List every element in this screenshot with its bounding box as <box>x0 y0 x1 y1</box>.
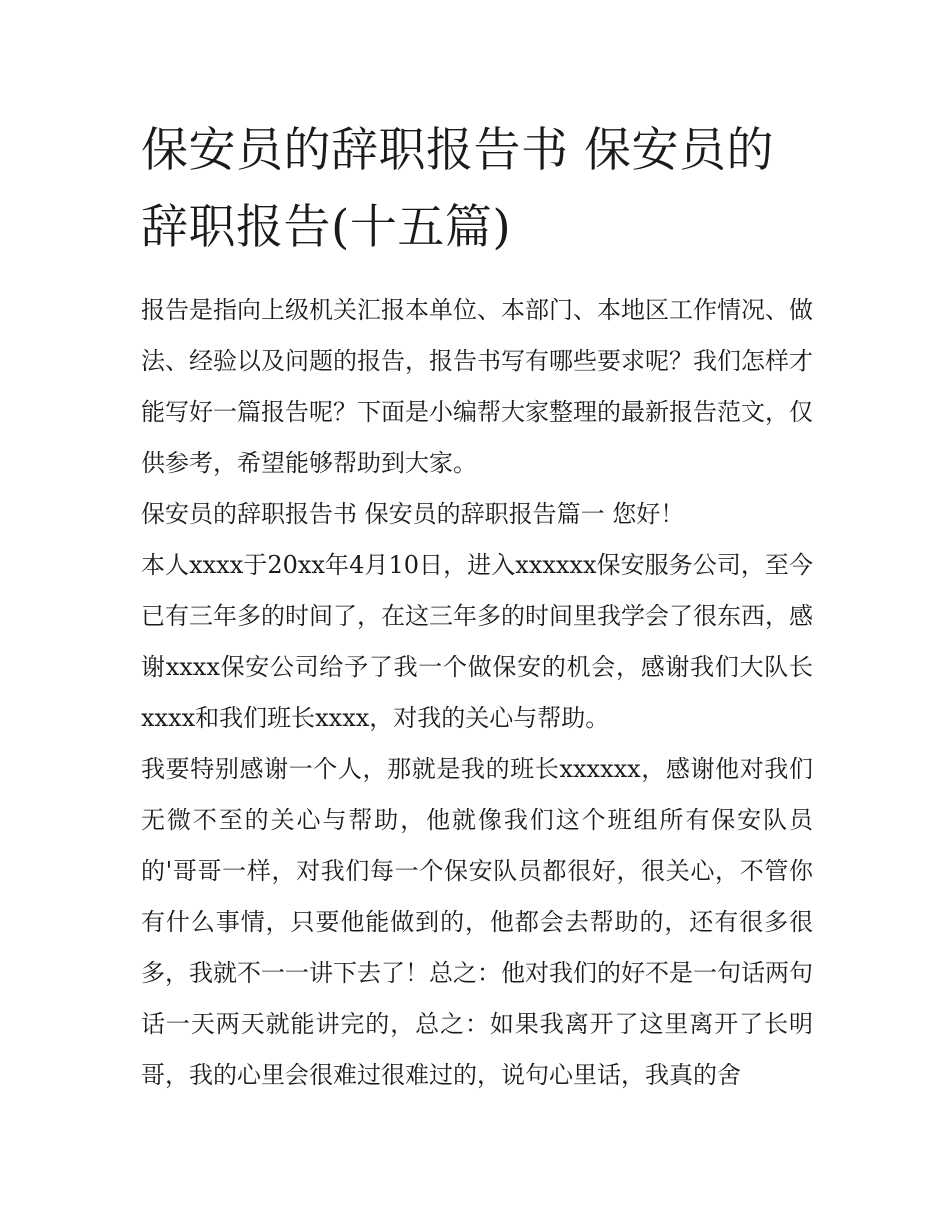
intro-paragraph: 报告是指向上级机关汇报本单位、本部门、本地区工作情况、做法、经验以及问题的报告，报告书写有哪些要求呢？我们怎样才能写好一篇报告呢？下面是小编帮大家整理的最新报告范文，仅供参考，希望能够帮助到大家。 <box>141 296 813 477</box>
body-paragraph: 我要特别感谢一个人，那就是我的班长xxxxxx，感谢他对我们无微不至的关心与帮助，他就像我们这个班组所有保安队员的'哥哥一样，对我们每一个保安队员都很好，很关心，不管你有什么事情，只要他能做到的，他都会去帮助的，还有很多很多，我就不一一讲下去了！总之：他对我们的好不是一句话两句话一天两天就能讲完的，总之：如果我离开了这里离开了长明哥，我的心里会很难过很难过的，说句心里话，我真的舍 <box>141 755 813 1089</box>
document-title: 保安员的辞职报告书 保安员的辞职报告(十五篇) <box>141 123 774 255</box>
document-page <box>141 112 813 1101</box>
section-heading-paragraph: 保安员的辞职报告书 保安员的辞职报告篇一 您好！ <box>141 500 685 528</box>
body-paragraph: 本人xxxx于20xx年4月10日，进入xxxxxx保安服务公司，至今已有三年多的时间了，在这三年多的时间里我学会了很东西，感谢xxxx保安公司给予了我一个做保安的机会，感谢我们大队长xxxx和我们班长xxxx，对我的关心与帮助。 <box>141 551 813 732</box>
document-body <box>141 285 813 1101</box>
